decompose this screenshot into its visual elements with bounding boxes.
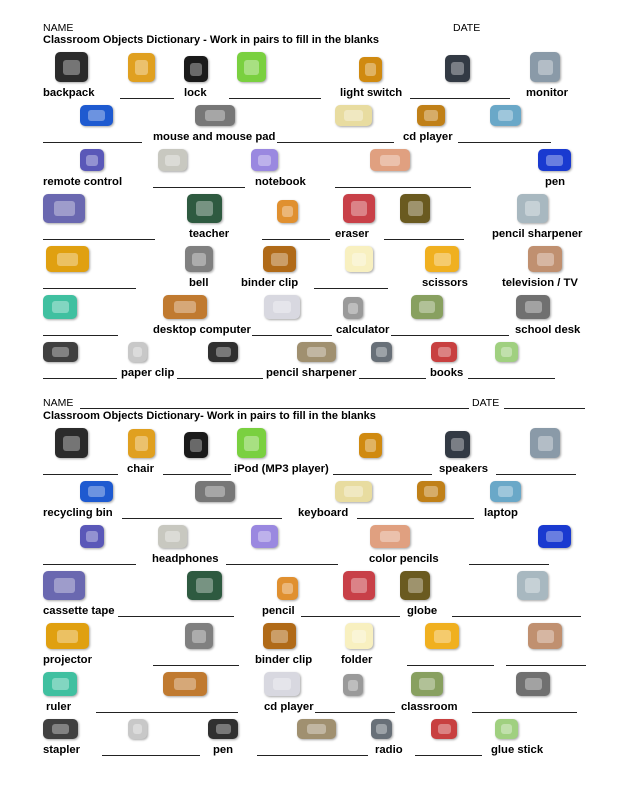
answer-blank[interactable] [469, 564, 549, 565]
notebook-icon [251, 149, 278, 171]
cd-player-icon [417, 481, 445, 502]
answer-blank[interactable] [43, 288, 136, 289]
answer-blank[interactable] [102, 755, 200, 756]
remote-control-icon [80, 149, 104, 171]
color-pencils-icon [370, 525, 410, 548]
answer-blank[interactable] [257, 755, 368, 756]
vocab-label: stapler [43, 744, 81, 756]
vocab-label: paper clip [121, 367, 175, 379]
speakers-icon [445, 431, 470, 458]
teacher-icon [187, 194, 222, 223]
keyboard-icon [335, 105, 372, 126]
answer-blank[interactable] [452, 616, 581, 617]
vocab-label: pencil sharpener [266, 367, 357, 379]
lock-icon [184, 56, 208, 82]
electric-sharpener-icon [297, 342, 336, 362]
worksheet-title: Classroom Objects Dictionary - Work in pairs to fill in the blanks [43, 34, 379, 46]
vocab-label: books [430, 367, 464, 379]
radio-icon [371, 719, 392, 739]
answer-blank[interactable] [43, 142, 142, 143]
folder-icon [345, 623, 373, 649]
ruler-icon [43, 672, 77, 696]
classroom-icon [411, 672, 443, 696]
vocab-label: color pencils [369, 553, 439, 565]
vocab-label: projector [43, 654, 92, 666]
answer-blank[interactable] [391, 335, 509, 336]
vocab-label: cd player [403, 131, 453, 143]
vocab-label: remote control [43, 176, 123, 188]
light-switch-icon [359, 57, 382, 82]
vocab-label: recycling bin [43, 507, 113, 519]
chair-icon [128, 429, 155, 458]
name-label: NAME [43, 397, 74, 409]
folder-icon [345, 246, 373, 272]
answer-blank[interactable] [43, 474, 118, 475]
worksheet-title: Classroom Objects Dictionary- Work in pairs to fill in the blanks [43, 410, 376, 422]
vocab-label: scissors [422, 277, 468, 289]
date-label: DATE [453, 22, 481, 34]
answer-blank[interactable] [96, 712, 238, 713]
scissors-icon [425, 623, 459, 649]
vocab-label: calculator [336, 324, 390, 336]
bell-icon [185, 623, 213, 649]
light-switch-icon [359, 433, 382, 458]
television-icon [528, 623, 562, 649]
books-icon [431, 719, 457, 739]
globe-icon [400, 194, 430, 223]
vocab-label: lock [184, 87, 207, 99]
chair-icon [128, 53, 155, 82]
binder-clip-icon [263, 623, 296, 649]
answer-blank[interactable] [410, 98, 510, 99]
answer-blank[interactable] [468, 378, 555, 379]
keyboard-icon [335, 481, 372, 502]
answer-blank[interactable] [43, 335, 118, 336]
answer-blank[interactable] [118, 616, 234, 617]
vocab-label: school desk [515, 324, 581, 336]
notebook-icon [251, 525, 278, 548]
recycling-bin-icon [80, 105, 113, 126]
answer-blank[interactable] [384, 239, 464, 240]
vocab-label: notebook [255, 176, 306, 188]
answer-blank[interactable] [301, 616, 400, 617]
laptop-icon [490, 105, 521, 126]
marker-icon [208, 719, 238, 739]
vocab-label: iPod (MP3 player) [234, 463, 329, 475]
headphones-icon [158, 525, 187, 548]
vocab-label: folder [341, 654, 373, 666]
answer-blank[interactable] [315, 712, 395, 713]
answer-blank[interactable] [415, 755, 482, 756]
monitor-icon [530, 52, 560, 82]
vocab-label: monitor [526, 87, 569, 99]
cd-icon [264, 295, 300, 319]
answer-blank[interactable] [229, 98, 321, 99]
ipod-icon [237, 52, 266, 82]
name-field[interactable] [80, 408, 469, 409]
pencil-icon [277, 200, 298, 223]
desktop-computer-icon [163, 672, 207, 696]
vocab-label: glue stick [491, 744, 544, 756]
glue-stick-icon [495, 342, 518, 362]
teacher-icon [187, 571, 222, 600]
laptop-icon [490, 481, 521, 502]
cassette-tape-icon [43, 194, 85, 223]
cassette-tape-icon [43, 571, 85, 600]
pencil-sharpener-icon [517, 571, 548, 600]
answer-blank[interactable] [252, 335, 332, 336]
answer-blank[interactable] [120, 98, 174, 99]
answer-blank[interactable] [506, 665, 586, 666]
answer-blank[interactable] [153, 665, 239, 666]
classroom-icon [411, 295, 443, 319]
scissors-icon [425, 246, 459, 272]
answer-blank[interactable] [43, 239, 155, 240]
vocab-label: globe [407, 605, 438, 617]
binder-clip-icon [263, 246, 296, 272]
vocab-label: pen [213, 744, 234, 756]
name-label: NAME [43, 22, 74, 34]
radio-icon [371, 342, 392, 362]
date-field[interactable] [504, 408, 585, 409]
answer-blank[interactable] [333, 474, 432, 475]
answer-blank[interactable] [357, 518, 474, 519]
vocab-label: binder clip [255, 654, 313, 666]
vocab-label: pencil sharpener [492, 228, 583, 240]
answer-blank[interactable] [153, 187, 245, 188]
answer-blank[interactable] [359, 378, 426, 379]
television-icon [528, 246, 562, 272]
paper-clip-icon [128, 719, 147, 739]
vocab-label: television / TV [502, 277, 578, 289]
bell-icon [185, 246, 213, 272]
monitor-icon [530, 428, 560, 458]
projector-icon [46, 246, 89, 272]
remote-control-icon [80, 525, 104, 548]
backpack-icon [55, 428, 88, 458]
vocab-label: eraser [335, 228, 369, 240]
answer-blank[interactable] [163, 474, 231, 475]
school-desk-icon [516, 295, 550, 319]
electric-sharpener-icon [297, 719, 336, 739]
projector-icon [46, 623, 89, 649]
headphones-icon [158, 149, 187, 171]
vocab-label: desktop computer [153, 324, 251, 336]
answer-blank[interactable] [177, 378, 263, 379]
vocab-label: keyboard [298, 507, 349, 519]
answer-blank[interactable] [458, 142, 551, 143]
vocab-label: ruler [46, 701, 72, 713]
vocab-label: chair [127, 463, 155, 475]
vocab-label: mouse and mouse pad [153, 131, 276, 143]
books-icon [431, 342, 457, 362]
answer-blank[interactable] [262, 239, 330, 240]
vocab-label: radio [375, 744, 403, 756]
ipod-icon [237, 428, 266, 458]
vocab-label: speakers [439, 463, 488, 475]
calculator-icon [343, 297, 363, 319]
cd-player-icon [417, 105, 445, 126]
answer-blank[interactable] [43, 378, 117, 379]
vocab-label: laptop [484, 507, 518, 519]
vocab-label: headphones [152, 553, 219, 565]
answer-blank[interactable] [122, 518, 282, 519]
mouse-icon [195, 105, 235, 126]
globe-icon [400, 571, 430, 600]
pencil-sharpener-icon [517, 194, 548, 223]
vocab-label: binder clip [241, 277, 299, 289]
cd-icon [264, 672, 300, 696]
color-pencils-icon [370, 149, 410, 171]
answer-blank[interactable] [43, 564, 136, 565]
ruler-icon [43, 295, 77, 319]
answer-blank[interactable] [314, 288, 388, 289]
answer-blank[interactable] [472, 712, 577, 713]
pencil-icon [277, 577, 298, 600]
recycling-bin-icon [80, 481, 113, 502]
desktop-computer-icon [163, 295, 207, 319]
vocab-label: cassette tape [43, 605, 115, 617]
eraser-icon [343, 194, 375, 223]
stapler-icon [43, 342, 78, 362]
school-desk-icon [516, 672, 550, 696]
vocab-label: bell [189, 277, 209, 289]
eraser-icon [343, 571, 375, 600]
stapler-icon [43, 719, 78, 739]
lock-icon [184, 432, 208, 458]
calculator-icon [343, 674, 363, 696]
vocab-label: teacher [189, 228, 230, 240]
paper-clip-icon [128, 342, 147, 362]
pen-icon [538, 525, 571, 548]
mouse-icon [195, 481, 235, 502]
pen-icon [538, 149, 571, 171]
answer-blank[interactable] [335, 187, 471, 188]
answer-blank[interactable] [277, 142, 394, 143]
vocab-label: cd player [264, 701, 314, 713]
vocab-label: classroom [401, 701, 458, 713]
answer-blank[interactable] [407, 665, 494, 666]
glue-stick-icon [495, 719, 518, 739]
answer-blank[interactable] [496, 474, 576, 475]
vocab-label: pen [545, 176, 566, 188]
vocab-label: pencil [262, 605, 295, 617]
date-label: DATE [472, 397, 500, 409]
vocab-label: light switch [340, 87, 403, 99]
answer-blank[interactable] [226, 564, 338, 565]
speakers-icon [445, 55, 470, 82]
vocab-label: backpack [43, 87, 95, 99]
marker-icon [208, 342, 238, 362]
backpack-icon [55, 52, 88, 82]
